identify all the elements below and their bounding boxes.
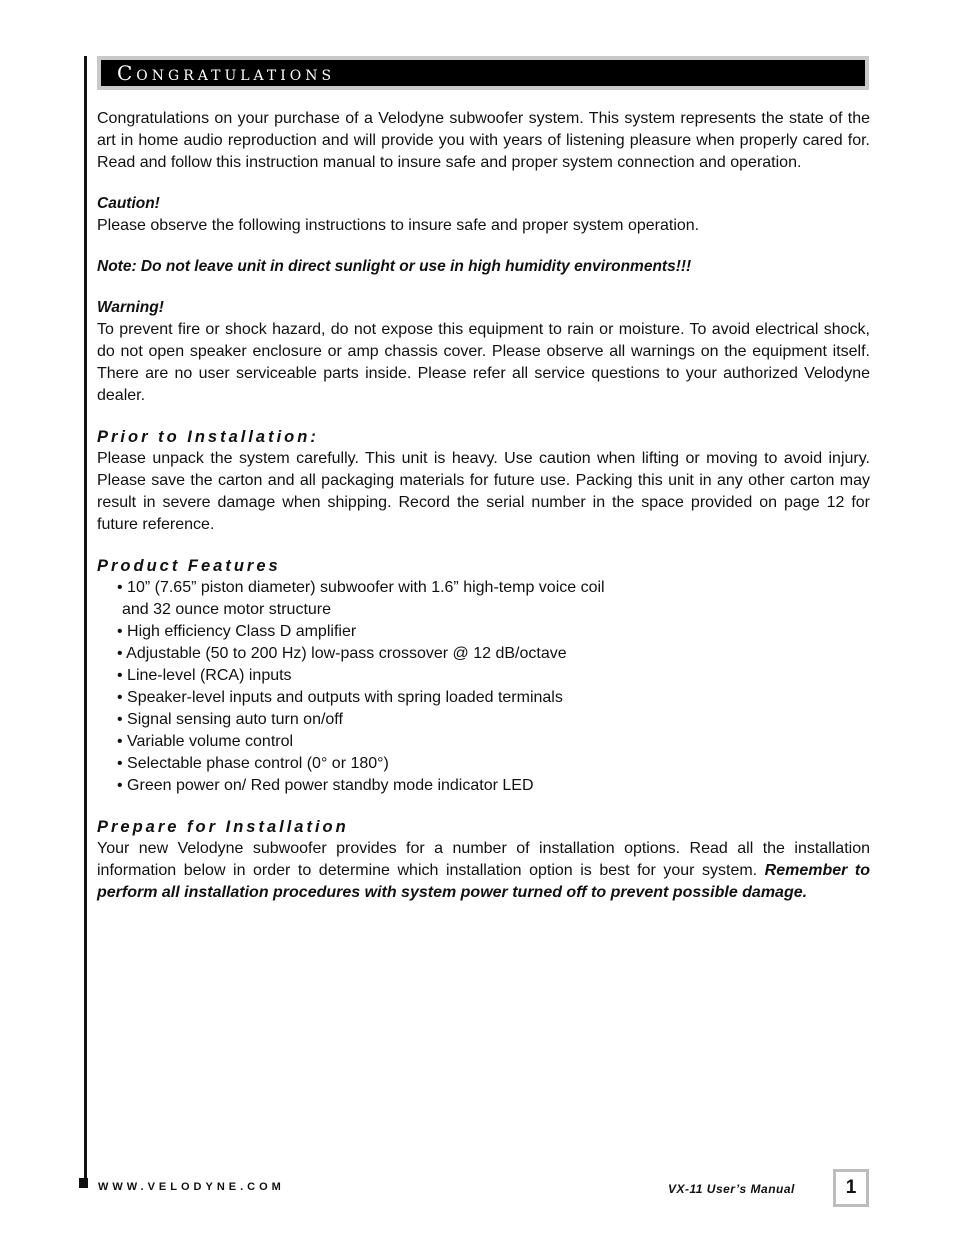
- intro-paragraph: Congratulations on your purchase of a Velodyne subwoofer system. This system represents the state of the art in home audio reproduction and will provide you with years of listening pleasure when properly cared for. Read and follow this instruction manual to insure safe and proper system connection and operation.: [97, 110, 870, 171]
- list-item: • Signal sensing auto turn on/off: [117, 711, 343, 728]
- caution-text: Please observe the following instructions to insure safe and proper system operation.: [97, 217, 700, 234]
- page-body: [97, 108, 870, 904]
- list-item: and 32 ounce motor structure: [122, 601, 332, 618]
- margin-rule-marker: [79, 1178, 88, 1188]
- section-title: Congratulations: [117, 61, 336, 85]
- margin-rule: [84, 56, 87, 1186]
- warning-text: To prevent fire or shock hazard, do not expose this equipment to rain or moisture. To avoid electrical shock, do not open speaker enclosure or amp chassis cover. Please observe all warnings on the equipment itself. There are no user serviceable parts inside. Please refer all service questions to your authorized Velodyne dealer.: [97, 321, 870, 404]
- section-header-bar: [101, 60, 865, 86]
- list-item: • Variable volume control: [117, 733, 294, 750]
- section-header-band: [97, 56, 869, 90]
- footer-manual-title: VX-11 User’s Manual: [668, 1182, 795, 1196]
- prepare-emphasis: Remember to perform all installation procedures with system power turned off to prevent possible damage.: [97, 862, 871, 901]
- prior-heading: Prior to Installation:: [97, 428, 319, 446]
- page-number: 1: [845, 1177, 857, 1198]
- list-item: • Speaker-level inputs and outputs with spring loaded terminals: [117, 689, 563, 706]
- features-heading: Product Features: [97, 557, 281, 575]
- caution-label: Caution!: [97, 195, 160, 212]
- footer-url: WWW.VELODYNE.COM: [98, 1181, 285, 1193]
- warning-label: Warning!: [97, 299, 164, 316]
- list-item: • Line-level (RCA) inputs: [117, 667, 292, 684]
- note-text: Note: Do not leave unit in direct sunlight or use in high humidity environments!!!: [97, 258, 692, 275]
- list-item: • Selectable phase control (0° or 180°): [117, 755, 389, 772]
- prepare-paragraph: [97, 838, 870, 904]
- prepare-heading: Prepare for Installation: [97, 818, 349, 836]
- list-item: • High efficiency Class D amplifier: [117, 623, 357, 640]
- features-list: [97, 577, 870, 797]
- page-number-box: [833, 1169, 869, 1207]
- prepare-text: Your new Velodyne subwoofer provides for a number of installation options. Read all the installation information below in order to determine which installation option is best for your system.: [97, 840, 870, 879]
- prior-text: Please unpack the system carefully. This unit is heavy. Use caution when lifting or moving to avoid injury. Please save the carton and all packaging materials for future use. Packing this unit in any other carton may result in severe damage when shipping. Record the serial number in the space provided on page 12 for future reference.: [97, 450, 870, 533]
- list-item: • Green power on/ Red power standby mode indicator LED: [117, 777, 534, 794]
- list-item: • 10” (7.65” piston diameter) subwoofer with 1.6” high-temp voice coil: [117, 579, 605, 596]
- list-item: • Adjustable (50 to 200 Hz) low-pass crossover @ 12 dB/octave: [117, 645, 567, 662]
